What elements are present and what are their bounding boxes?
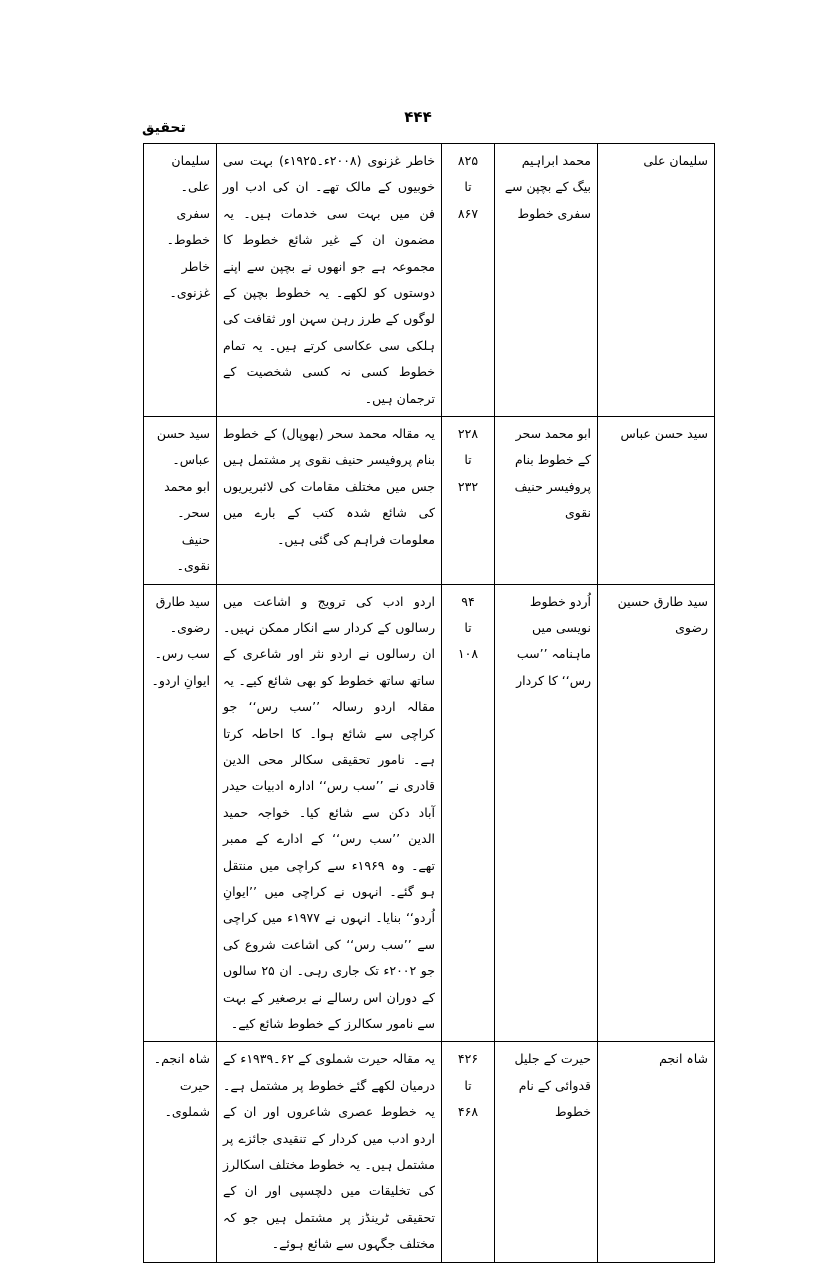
table-row: [144, 417, 715, 584]
page-separator: تا: [464, 619, 472, 635]
description-cell: اردو ادب کی ترویج و اشاعت میں رسالوں کے کردار سے انکار ممکن نہیں۔ ان رسالوں نے اردو نثر اور شاعری کے ساتھ ساتھ خطوط کو بھی شائع کیے۔ یہ مقالہ اردو رسالہ ’’سب رس‘‘ جو کراچی سے شائع ہوا۔ کا احاطہ کرتا ہے۔ نامور تحقیقی سکالر محی الدین قادری نے ’’سب رس‘‘ ادارہ ادبیات حیدر آباد دکن سے شائع کیا۔ خواجہ حمید الدین ’’سب رس‘‘ کے ادارے کے ممبر تھے۔ وہ ۱۹۶۹ء سے کراچی میں منتقل ہو گئے۔ انہوں نے کراچی میں ’’ایوانِ اُردو‘‘ بنایا۔ انہوں نے ۱۹۷۷ء میں کراچی سے ’’سب رس‘‘ کی اشاعت شروع کی جو ۲۰۰۲ء تک جاری رہی۔ ان ۲۵ سالوں کے دوران اس رسالے نے برصغیر کے بہت سے نامور سکالرز کے خطوط شائع کیے۔: [217, 584, 442, 1042]
title-cell: ابو محمد سحر کے خطوط بنام پروفیسر حنیف نقوی: [495, 417, 598, 584]
title-cell: اُردو خطوط نویسی میں ماہنامہ ’’سب رس‘‘ کا کردار: [495, 584, 598, 1042]
title-cell: محمد ابراہیم بیگ کے بچپن سے سفری خطوط: [495, 144, 598, 417]
keyword: ایوانِ اردو۔: [151, 672, 210, 688]
author-cell: سید طارق حسین رضوی: [598, 584, 715, 1042]
table-row: [144, 1042, 715, 1262]
keyword: شاہ انجم۔ حیرت شملوی۔: [153, 1051, 210, 1120]
page-number: ۴۴۴: [404, 108, 432, 126]
page-to: ۲۳۲: [457, 478, 479, 494]
author-cell: سید حسن عباس: [598, 417, 715, 584]
page-separator: تا: [464, 452, 472, 468]
author-cell: سلیمان علی: [598, 144, 715, 417]
keyword: سلیمان علی۔: [171, 153, 210, 195]
table-row: [144, 144, 715, 417]
title-cell: حیرت کے جلیل قدوائی کے نام خطوط: [495, 1042, 598, 1262]
page-from: ۲۲۸: [457, 426, 479, 442]
page-to: ۸۶۷: [457, 205, 479, 221]
keyword: سب رس۔: [154, 646, 210, 662]
keywords-cell: [144, 417, 217, 584]
page-from: ۸۲۵: [457, 153, 479, 168]
page-to: ۴۶۸: [457, 1104, 479, 1120]
pages-cell: [442, 417, 495, 584]
pages-cell: [442, 144, 495, 417]
keyword: سفری خطوط۔: [166, 205, 210, 248]
pages-cell: [442, 1042, 495, 1262]
keyword: سید حسن عباس۔: [156, 426, 210, 468]
page-from: ۴۲۶: [457, 1051, 479, 1067]
page-separator: تا: [464, 1077, 472, 1093]
description-cell: یہ مقالہ محمد سحر (بھوپال) کے خطوط بنام پروفیسر حنیف نقوی پر مشتمل ہیں جس میں مختلف مقامات کی لائبریریوں کی شائع شدہ کتب کے بارے میں معلومات فراہم کی گئی ہیں۔: [217, 417, 442, 584]
keywords-cell: [144, 144, 217, 417]
running-header: تحقیق: [142, 120, 186, 136]
description-cell: خاطر غزنوی (۲۰۰۸ء۔۱۹۲۵ء) بہت سی خوبیوں کے مالک تھے۔ ان کی ادب اور فن میں بہت سی خدمات ہیں۔ یہ مضمون ان کے غیر شائع خطوط کا مجموعہ ہے جو انھوں نے بچپن سے اپنے دوستوں کو لکھے۔ یہ خطوط بچپن کے لوگوں کے طرز رہن سہن اور ثقافت کی ہلکی سی عکاسی کرتے ہیں۔ یہ تمام خطوط کسی نہ کسی شخصیت کے ترجمان ہیں۔: [217, 144, 442, 417]
keyword: حنیف نقوی۔: [176, 531, 210, 574]
keyword: سید طارق رضوی۔: [155, 593, 210, 635]
page-from: ۹۴: [461, 593, 475, 609]
pages-cell: [442, 584, 495, 1042]
description-cell: یہ مقالہ حیرت شملوی کے ۶۲۔۱۹۳۹ء کے درمیان لکھے گئے خطوط پر مشتمل ہے۔ یہ خطوط عصری شاعروں اور ان کے اردو ادب میں کردار کے تنقیدی جائزے پر مشتمل ہیں۔ یہ خطوط مختلف اسکالرز کی تخلیقات میں دلچسپی اور ان کے تحقیقی ٹرینڈز پر مشتمل ہیں جو کہ مختلف جگہوں سے شائع ہوئے۔: [217, 1042, 442, 1262]
page-to: ۱۰۸: [457, 646, 479, 662]
page-separator: تا: [464, 179, 472, 195]
table-row: [144, 584, 715, 1042]
keywords-cell: [144, 584, 217, 1042]
keyword: ابو محمد سحر۔: [164, 478, 210, 521]
letters-index-table: [143, 143, 715, 1263]
author-cell: شاہ انجم: [598, 1042, 715, 1262]
keywords-cell: [144, 1042, 217, 1262]
keyword: خاطر غزنوی۔: [169, 258, 210, 301]
